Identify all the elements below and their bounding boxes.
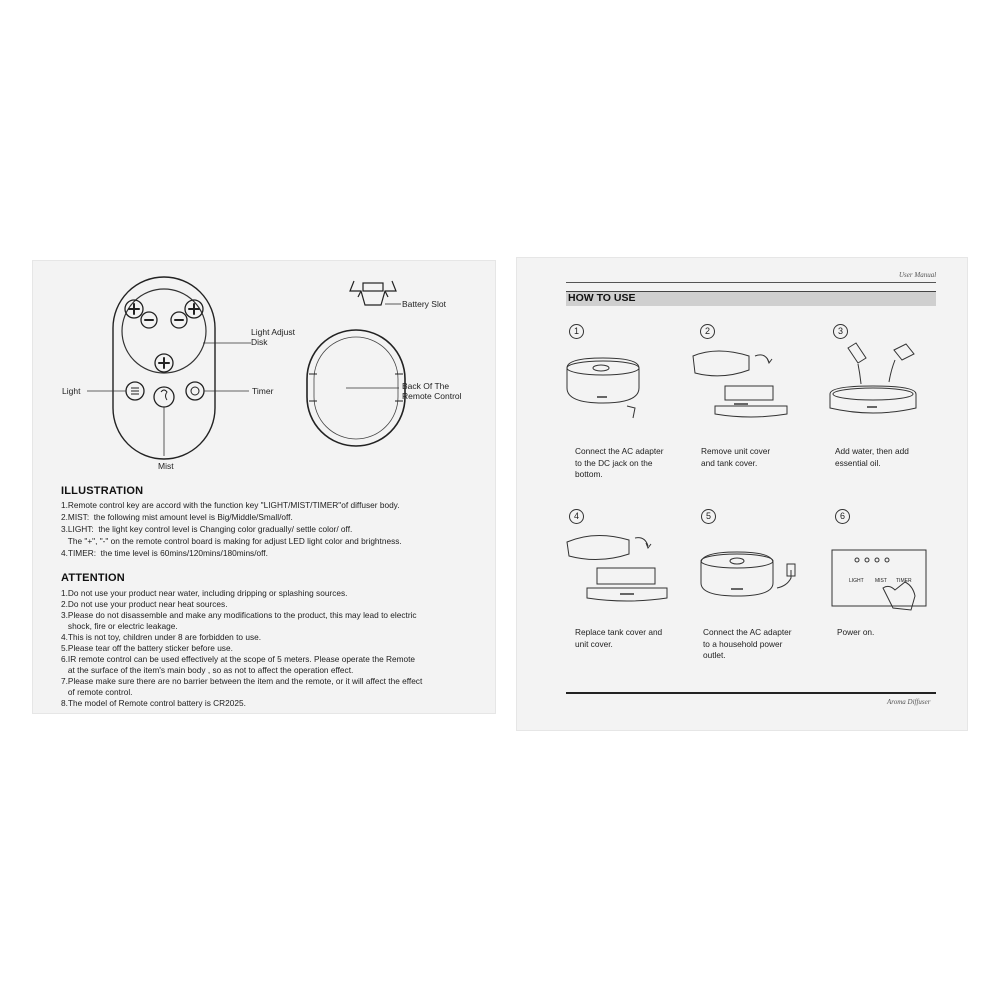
mist-label: Mist — [158, 461, 174, 471]
illustration-line: 4.TIMER: the time level is 60mins/120mins/180mins/off. — [61, 548, 268, 558]
attention-line: 6.IR remote control can be used effectively at the scope of 5 meters. Please operate the Remote — [61, 654, 416, 664]
attention-line: 7.Please make sure there are no barrier between the item and the remote, or it will affect the effect — [61, 676, 423, 686]
attention-line: of remote control. — [61, 687, 133, 697]
back-of-remote-label: Back Of The Remote Control — [402, 381, 462, 401]
attention-line: at the surface of the item's main body , so as not to affect the operation effect. — [61, 665, 354, 675]
how-to-use-sheet — [517, 258, 967, 730]
step-5-caption: Connect the AC adapter to a household power outlet. — [703, 627, 792, 660]
step-1-number: 1 — [569, 324, 584, 339]
illustration-line: The "+", "-" on the remote control board is making for adjust LED light color and brightness. — [61, 536, 402, 546]
panel-light-label: LIGHT — [849, 578, 864, 584]
battery-slot-label: Battery Slot — [402, 299, 446, 309]
attention-heading: ATTENTION — [61, 572, 125, 584]
light-label: Light — [62, 386, 81, 396]
aroma-diffuser-footer: Aroma Diffuser — [887, 698, 931, 706]
step-2-caption: Remove unit cover and tank cover. — [701, 446, 771, 468]
attention-line: 2.Do not use your product near heat sources. — [61, 599, 228, 609]
light-adjust-disk-label: Light Adjust Disk — [251, 327, 295, 347]
illustration-line: 2.MIST: the following mist amount level is Big/Middle/Small/off. — [61, 512, 293, 522]
attention-line: 3.Please do not disassemble and make any modifications to the product, this may lead to electric — [61, 610, 417, 620]
panel-timer-label: TIMER — [896, 578, 912, 584]
step-6-number: 6 — [835, 509, 850, 524]
step-1-caption: Connect the AC adapter to the DC jack on the bottom. — [575, 446, 664, 479]
step-2-number: 2 — [700, 324, 715, 339]
step-3-number: 3 — [833, 324, 848, 339]
illustration-line: 3.LIGHT: the light key control level is Changing color gradually/ settle color/ off. — [61, 524, 353, 534]
panel-mist-label: MIST — [875, 578, 887, 584]
illustration-line: 1.Remote control key are accord with the function key "LIGHT/MIST/TIMER"of diffuser body. — [61, 500, 400, 510]
user-manual-header: User Manual — [899, 271, 937, 279]
attention-line: 4.This is not toy, children under 8 are forbidden to use. — [61, 632, 262, 642]
illustration-heading: ILLUSTRATION — [61, 485, 144, 497]
attention-line: shock, fire or electric leakage. — [61, 621, 178, 631]
attention-line: 5.Please tear off the battery sticker before use. — [61, 643, 233, 653]
step-4-caption: Replace tank cover and unit cover. — [575, 627, 663, 649]
illustration-sheet — [33, 261, 495, 713]
step-3-caption: Add water, then add essential oil. — [835, 446, 909, 468]
attention-line: 1.Do not use your product near water, including dripping or splashing sources. — [61, 588, 348, 598]
attention-line: 8.The model of Remote control battery is CR2025. — [61, 698, 246, 708]
how-to-use-title: HOW TO USE — [568, 292, 636, 304]
step-5-number: 5 — [701, 509, 716, 524]
footer-rule — [566, 692, 936, 694]
step-4-number: 4 — [569, 509, 584, 524]
step-6-caption: Power on. — [837, 627, 875, 637]
timer-label: Timer — [252, 386, 274, 396]
remote-control-front-diagram — [33, 261, 495, 491]
